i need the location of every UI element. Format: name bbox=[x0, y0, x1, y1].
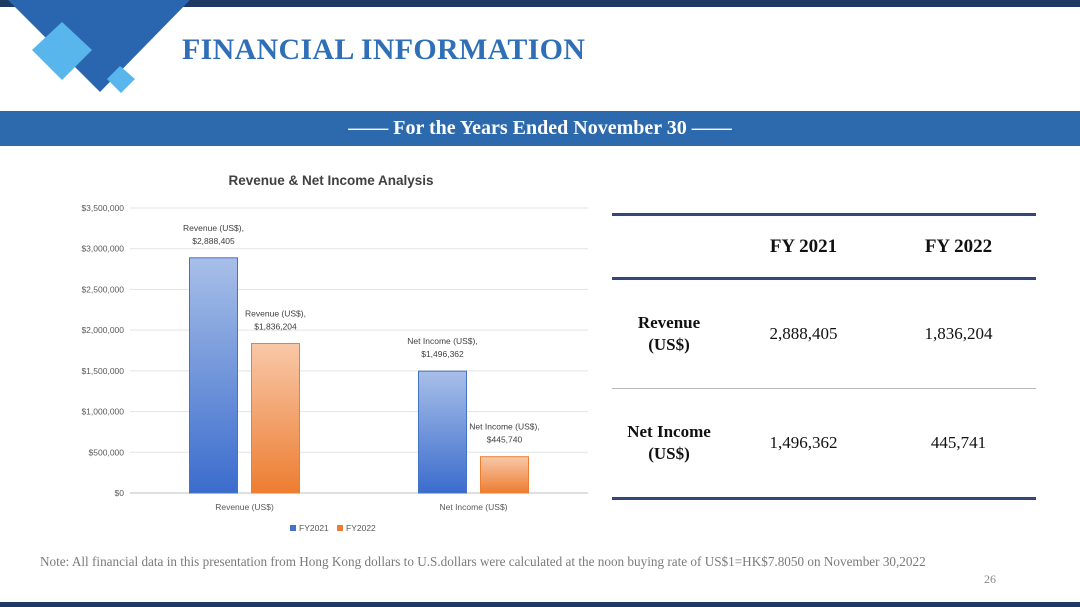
y-tick-label: $3,000,000 bbox=[81, 243, 124, 254]
corner-decoration bbox=[0, 0, 200, 100]
chart-container bbox=[60, 165, 600, 545]
y-tick-label: $500,000 bbox=[88, 447, 124, 458]
x-tick-label: Revenue (US$) bbox=[215, 502, 274, 512]
y-tick-label: $0 bbox=[114, 488, 124, 498]
row-label-line1: Net Income bbox=[627, 422, 711, 441]
table-header-row bbox=[612, 215, 1036, 279]
deco-dark-shape bbox=[8, 0, 190, 92]
net-income-fy2022-cell: 445,741 bbox=[881, 389, 1036, 499]
table-row-revenue bbox=[612, 279, 1036, 389]
row-label-revenue bbox=[612, 279, 726, 389]
revenue-fy2021-cell: 2,888,405 bbox=[726, 279, 881, 389]
y-tick-label: $1,500,000 bbox=[81, 365, 124, 376]
bottom-accent-bar bbox=[0, 602, 1080, 607]
period-banner: —— For the Years Ended November 30 —— bbox=[0, 111, 1080, 146]
row-label-line2: (US$) bbox=[648, 444, 690, 463]
y-tick-label: $2,500,000 bbox=[81, 284, 124, 295]
bar-data-label: Revenue (US$), bbox=[183, 222, 244, 233]
y-tick-label: $2,000,000 bbox=[81, 325, 124, 336]
row-label-line1: Revenue bbox=[637, 313, 701, 332]
row-label-net-income bbox=[612, 389, 726, 499]
financial-table bbox=[612, 213, 1036, 500]
legend-label: FY2022 bbox=[346, 523, 376, 533]
bar-fy2022 bbox=[252, 343, 300, 493]
y-tick-label: $3,500,000 bbox=[81, 203, 124, 213]
table-header-fy2021: FY 2021 bbox=[726, 215, 881, 279]
net-income-fy2021-cell: 1,496,362 bbox=[726, 389, 881, 499]
bar-fy2022 bbox=[481, 457, 529, 493]
legend-label: FY2021 bbox=[299, 523, 329, 533]
row-label-line2: (US$) bbox=[648, 335, 690, 354]
footnote: Note: All financial data in this presentation from Hong Kong dollars to U.S.dollars were calculated at the noon buying rate of US$1=HK$7.8050 on November 30,2022 bbox=[40, 554, 926, 569]
bar-data-label: Net Income (US$), bbox=[469, 421, 540, 432]
bar-data-label: $2,888,405 bbox=[192, 235, 235, 246]
legend-swatch bbox=[290, 525, 296, 531]
bar-fy2021 bbox=[190, 258, 238, 493]
y-tick-label: $1,000,000 bbox=[81, 406, 124, 417]
bar-data-label: Net Income (US$), bbox=[407, 336, 478, 347]
revenue-fy2022-cell: 1,836,204 bbox=[881, 279, 1036, 389]
chart-title: Revenue & Net Income Analysis bbox=[228, 173, 434, 188]
bar-data-label: $445,740 bbox=[486, 434, 523, 445]
slide-title: FINANCIAL INFORMATION bbox=[182, 33, 586, 66]
table-row-net-income bbox=[612, 389, 1036, 499]
table-header-fy2022: FY 2022 bbox=[881, 215, 1036, 279]
x-tick-label: Net Income (US$) bbox=[439, 502, 508, 512]
table-header-empty bbox=[612, 215, 726, 279]
bar-data-label: $1,496,362 bbox=[421, 349, 464, 360]
bar-fy2021 bbox=[419, 371, 467, 493]
bar-data-label: Revenue (US$), bbox=[245, 308, 306, 319]
bar-data-label: $1,836,204 bbox=[254, 321, 297, 332]
revenue-net-income-chart bbox=[60, 165, 600, 545]
legend-swatch bbox=[337, 525, 343, 531]
page-number: 26 bbox=[984, 572, 996, 586]
